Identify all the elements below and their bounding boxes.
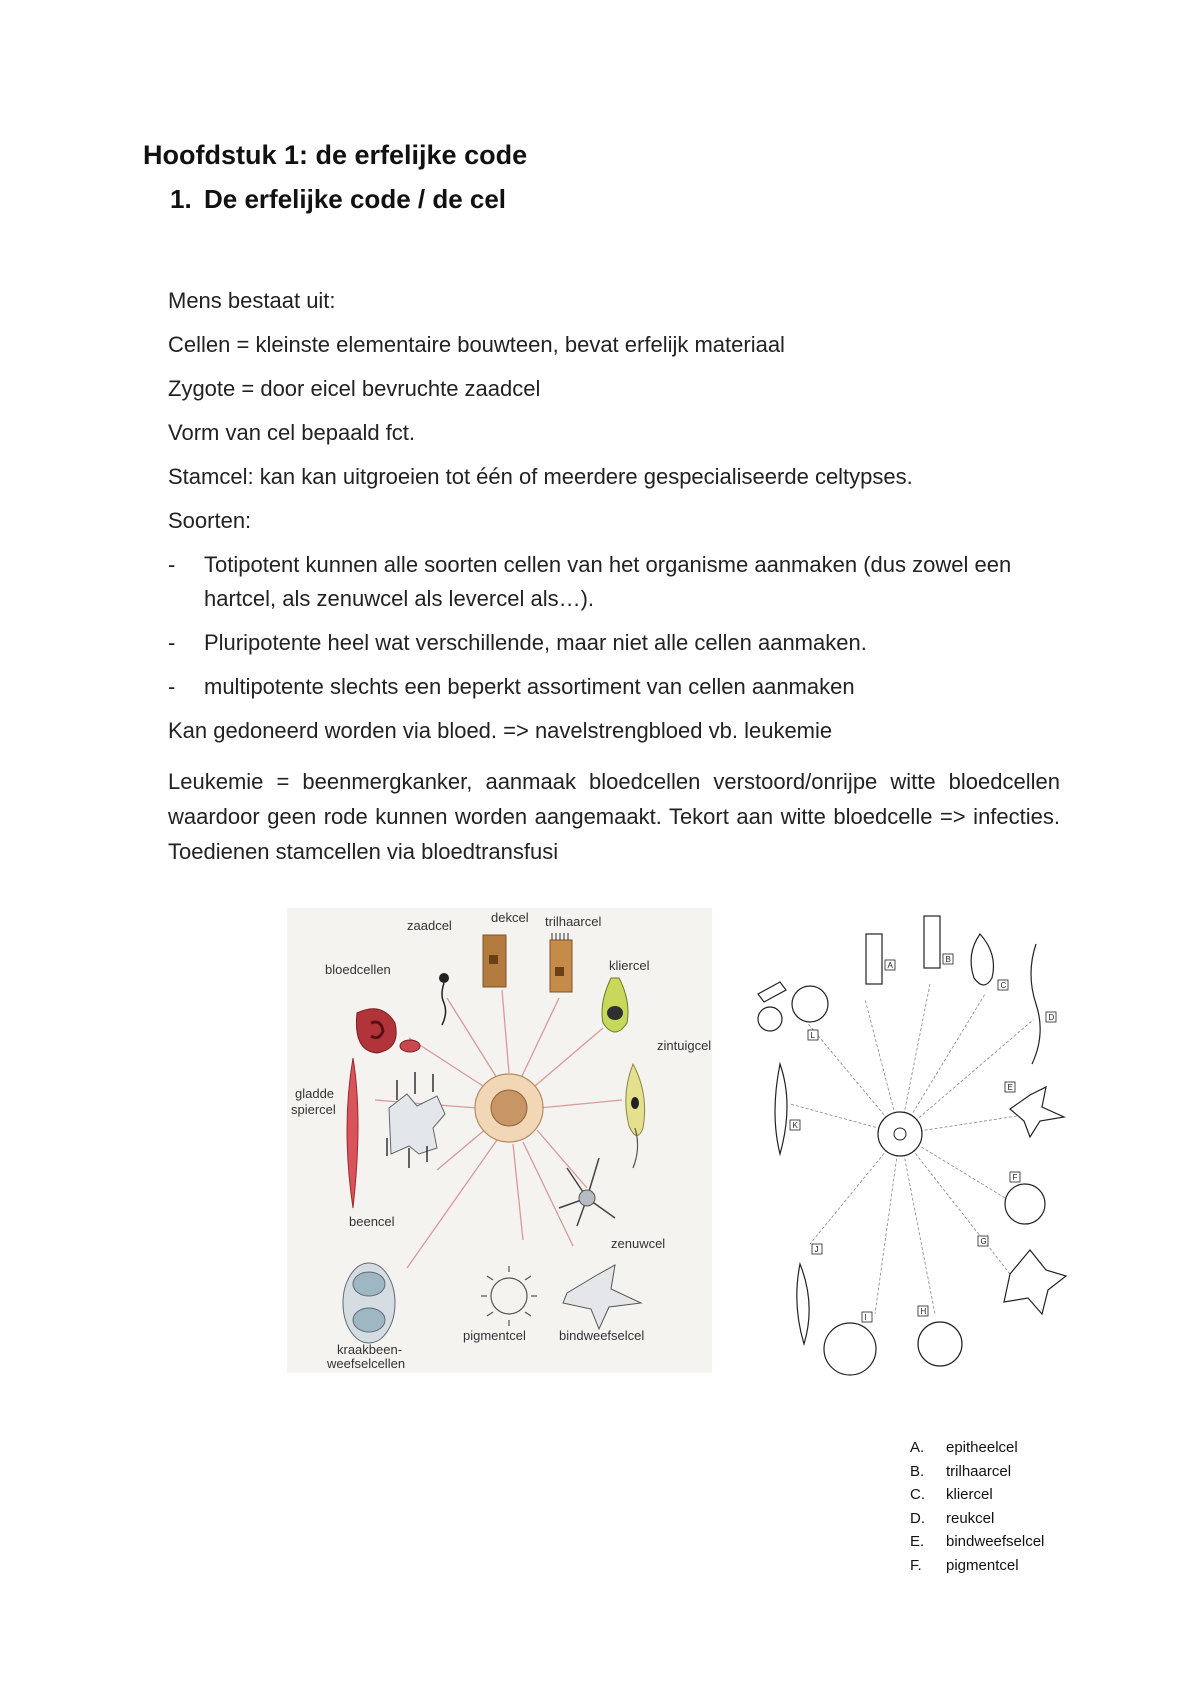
chapter-title: Hoofdstuk 1: de erfelijke code: [143, 140, 528, 170]
section-number: 1.: [170, 184, 192, 214]
tag-b: B: [945, 955, 951, 964]
legend-key: C.: [910, 1486, 925, 1503]
tag-k: K: [792, 1121, 798, 1130]
label-bloedcellen: bloedcellen: [325, 962, 391, 977]
bullet-text: Pluripotente heel wat verschillende, maar niet alle cellen aanmaken.: [204, 630, 867, 655]
label-kraakbeen: kraakbeen-: [337, 1342, 403, 1357]
kliercel-icon: [602, 978, 628, 1032]
legend-key: E.: [910, 1533, 925, 1550]
legend-value: bindweefselcel: [946, 1533, 1045, 1550]
label-kliercel: kliercel: [609, 958, 650, 973]
legend-key: D.: [910, 1509, 925, 1527]
legend-value: kliercel: [946, 1486, 993, 1503]
legend-key: B.: [910, 1462, 925, 1480]
bullet-text: Totipotent kunnen alle soorten cellen van het organisme aanmaken (dus zowel een hartcel, als zenuwcel als levercel als…).: [204, 552, 1012, 611]
text-line: Mens bestaat uit:: [168, 288, 336, 313]
bullet-dash: -: [168, 674, 176, 699]
stem-cell-diagram-bw: [740, 904, 1085, 1404]
tag-i: I: [864, 1313, 867, 1322]
leukemia-paragraph: Leukemie = beenmergkanker, aanmaak bloedcellen verstoord/onrijpe witte bloedcellen waardoor geen rode kunnen worden aangemaakt. Tekort aan witte bloedcelle => infecties. Toedienen stamcellen via bloedtransfusi: [168, 769, 1060, 864]
donation-line: Kan gedoneerd worden via bloed. => navelstrengbloed vb. leukemie: [168, 718, 833, 743]
diagram-svg: [740, 904, 1085, 1404]
label-dekcel: dekcel: [491, 910, 529, 925]
legend-value: epitheelcel: [946, 1439, 1018, 1456]
text-line: Zygote = door eicel bevruchte zaadcel: [168, 376, 541, 401]
sperm-cell-icon: [439, 973, 449, 983]
text-line: Cellen = kleinste elementaire bouwteen, bevat erfelijk materiaal: [168, 332, 785, 357]
text-line: Soorten:: [168, 508, 252, 533]
tag-l: L: [810, 1031, 815, 1040]
label-trilhaarcel: trilhaarcel: [545, 914, 602, 929]
tag-c: C: [1000, 981, 1007, 990]
legend-key: A.: [910, 1439, 925, 1456]
label-zintuigcel: zintuigcel: [657, 1038, 712, 1053]
label-spiercel: spiercel: [291, 1102, 336, 1117]
legend-value: trilhaarcel: [946, 1462, 1012, 1480]
tag-d: D: [1048, 1013, 1055, 1022]
stem-cell-diagram-color: [287, 908, 712, 1373]
pigment-cell-icon: [491, 1278, 527, 1314]
text-line: Vorm van cel bepaald fct.: [168, 420, 416, 445]
blood-cells-icon: [356, 1009, 396, 1053]
tag-j: J: [814, 1245, 819, 1254]
tag-a: A: [887, 961, 893, 970]
label-zenuwcel: zenuwcel: [611, 1236, 666, 1251]
diagram-svg: [287, 908, 712, 1373]
bullet-dash: -: [168, 630, 176, 655]
tag-e: E: [1007, 1083, 1013, 1092]
legend-value: reukcel: [946, 1509, 995, 1527]
tag-f: F: [1012, 1173, 1018, 1182]
smooth-muscle-icon: [347, 1058, 358, 1208]
label-pigmentcel: pigmentcel: [463, 1328, 526, 1343]
label-gladde: gladde: [295, 1086, 335, 1101]
label-zaadcel: zaadcel: [407, 918, 452, 933]
tag-g: G: [980, 1237, 987, 1246]
legend-value: pigmentcel: [946, 1556, 1019, 1574]
section-heading: [170, 184, 506, 215]
label-bindweefselcel: bindweefselcel: [559, 1328, 645, 1343]
legend-key: F.: [910, 1556, 922, 1574]
text-line: Stamcel: kan kan uitgroeien tot één of meerdere gespecialiseerde celtypses.: [168, 464, 913, 489]
label-weefselcellen: weefselcellen: [327, 1356, 406, 1371]
bullet-text: multipotente slechts een beperkt assortiment van cellen aanmaken: [204, 674, 855, 699]
connective-cell-icon: [563, 1265, 641, 1329]
trilhaarcel-icon: [550, 940, 572, 992]
label-beencel: beencel: [349, 1214, 395, 1229]
section-title: De erfelijke code / de cel: [204, 184, 507, 214]
tag-h: H: [920, 1307, 927, 1316]
bullet-dash: -: [168, 552, 176, 577]
nucleus-icon: [491, 1090, 527, 1126]
